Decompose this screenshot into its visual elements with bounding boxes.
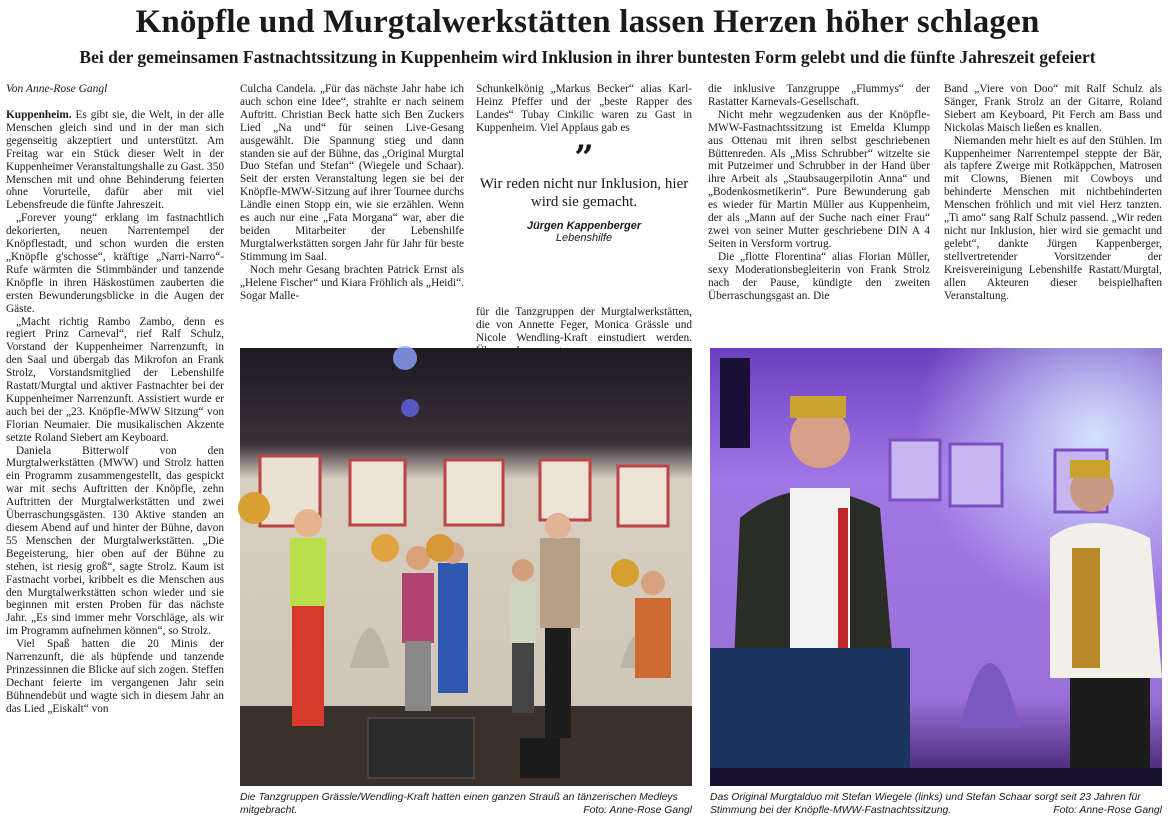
paragraph: Die „flotte Florentina“ alias Florian Müller, sexy Moderationsbegleiterin von Frank Strolz nach der Pause, kündigte den zweiten Überraschungsgast an. Die — [708, 250, 930, 302]
photo-murgtal-duo-image — [710, 348, 1162, 786]
paragraph: Viel Spaß hatten die 20 Minis der Narrenzunft, die als hüpfende und tanzende Prinzessinnen die Blicke auf sich zogen. Steffen Dechant feierte im vergangenen Jahr sein Bühnendebüt und wagte sich in diesem Jahr an das Lied „Eiskalt“ von — [6, 638, 224, 715]
quote-role: Lebenshilfe — [555, 232, 613, 244]
paragraph: Daniela Bitterwolf von den Murgtalwerkstätten (MWW) und Strolz hatten ein Programm zusammengestellt, das gespickt war mit sechs Auftritten der Knöpfle, zehn Auftritten der Murgtalwerkstätten und zwei Überraschungsgästen. 130 Aktive standen an diesem Abend auf und hinter der Bühne, davon 55 Menschen der Murgtalwerkstätten. „Die Begeisterung, hier oben auf der Bühne zu stehen, ist riesig groß“, sagte Strolz. Kaum ist Fastnacht vorbei, kribbelt es die Menschen aus den Murgtalwerkstätten schon wieder und sie beginnen mit ersten Proben für das nächste Jahr. „Es sind immer mehr Vorschläge, als wir im Programm aufnehmen können“, so Strolz. — [6, 444, 224, 638]
paragraph: Nicht mehr wegzudenken aus der Knöpfle-MWW-Fastnachtssitzung ist Emelda Klumpp aus Ottenau mit ihren selbst geschriebenen Büttenreden. Als „Miss Schrubber“ witzelte sie mit Putzeimer und Schrubber in der Hand über ihre Arbeit als „Staubsaugerpilotin Anna“ und „Bodenkosmetikerin“. Pure Bewunderung gab es wieder für Martin Müller aus Kuppenheim, der als „Mann auf der Suche nach einer Frau“ zwei von seiner Mutter geschriebene DIN A 4 Seiten in Versform vortrug. — [708, 108, 930, 250]
article-column-3-bottom — [476, 306, 692, 346]
paragraph: „Forever young“ erklang im fastnachtlich dekorierten, neuen Narrentempel der Knöpflestadt, und schon wurden die ersten „Knöpfle g'schosse“, kräftige „Narri-Narro“-Rufe wärmten die Stimmbänder und tanzende Knöpfle in ihren Häskostümen zauberten die ersten Bewunderungsblicke in die Augen der Gäste. — [6, 212, 224, 315]
paragraph: die inklusive Tanzgruppe „Flummys“ der Rastatter Karnevals-Gesellschaft. — [708, 83, 930, 108]
photo-dance-group-image — [240, 348, 692, 786]
headline: Knöpfle und Murgtalwerkstätten lassen Herzen höher schlagen — [135, 4, 1040, 40]
quote-mark-icon: ” — [574, 138, 594, 178]
paragraph: Niemanden mehr hielt es auf den Stühlen. Im Kuppenheimer Narrentempel steppte der Bär, als tapfere Zwerge mit Rotkäppchen, Matrosen mit Clowns, Bienen mit Cowboys und behinderte Menschen mit nichtbehinderten Menschen fröhlich und mit viel Herz tanzten. „Ti amo“ sang Ralf Schulz passend. „Wir reden nicht nur Inklusion, hier wird sie gemacht und gelebt“, dankte Jürgen Kappenberger, stellvertretender Vorsitzender der Kreisvereinigung Lebenshilfe Rastatt/Murgtal, allen Akteuren dieser beispielhaften Veranstaltung. — [944, 134, 1162, 302]
quote-text: Wir reden nicht nur Inklusion, hier wird sie gemacht. — [479, 176, 689, 210]
paragraph: Culcha Candela. „Für das nächste Jahr habe ich auch schon eine Idee“, strahlte er nach seinem Auftritt. Christian Beck hatte sich Ben Zuckers Lied „Na und“ für seinen Live-Gesang ausgewählt. Die Spannung stieg und dann standen sie auf der Bühne, das „Original Murgtal Duo Stefan und Stefan“ (Wiegele und Schaar). Seit der ersten Veranstaltung legen sie bei der Knöpfle-MWW-Sitzung auf ihrer Tournee durchs Ländle einen Stopp ein, wie sie erzählen. Wenn es auch nur eine „Fata Morgana“ war, aber die beiden Mitarbeiter der Lebenshilfe Murgtalwerkstätten sorgen Jahr für Jahr für beste Stimmung im Saal. — [240, 83, 464, 263]
subheadline: Bei der gemeinsamen Fastnachtssitzung in Kuppenheim wird Inklusion in ihrer buntesten Form gelebt und die fünfte Jahreszeit gefeiert — [79, 47, 1096, 67]
photo-dance-group-caption — [240, 792, 692, 817]
paragraph: „Macht richtig Rambo Zambo, denn es regiert Prinz Carneval“, rief Ralf Schulz, Vorstand der Kuppenheimer Narrenzunft, in den Saal und übergab das Mikrofon an Frank Strolz, Vorstandsmitglied der Lebenshilfe Rastatt/Murgtal und aktiver Fastnachter bei der Kuppenheimer Narrenzunft. Assistiert wurde er auch bei der „23. Knöpfle-MWW Sitzung“ von Florian Neumaier. Die musikalischen Akzente setzte Roland Siebert am Keyboard. — [6, 315, 224, 444]
photo-murgtal-duo-caption — [710, 792, 1162, 817]
photo-credit: Foto: Anne-Rose Gangl — [583, 804, 692, 816]
paragraph: Schunkelkönig „Markus Becker“ alias Karl-Heinz Pfeffer und der „beste Rapper des Landes“ Tubay Cinkilic waren zu Gast in Kuppenheim. Viel Applaus gab es — [476, 83, 692, 134]
photo-credit: Foto: Anne-Rose Gangl — [1053, 804, 1162, 816]
photo-dance-group — [240, 348, 692, 786]
article-column-1 — [6, 109, 224, 824]
article-column-2 — [240, 83, 464, 345]
paragraph — [6, 109, 224, 212]
pull-quote — [478, 138, 690, 244]
paragraph: Band „Viere von Doo“ mit Ralf Schulz als Sänger, Frank Strolz an der Gitarre, Roland Siebert am Keyboard, Pit Ferch am Bass und Nickolas Maisch ließen es knallen. — [944, 83, 1162, 134]
dateline: Kuppenheim. — [6, 109, 72, 121]
byline: Von Anne-Rose Gangl — [6, 83, 108, 95]
article-column-3-top — [476, 83, 692, 139]
caption-text: Das Original Murgtalduo mit Stefan Wiegele (links) und Stefan Schaar sorgt seit 23 Jahren für Stimmung bei der Knöpfle-MWW-Fastnachtssitzung. — [710, 792, 1141, 816]
paragraph: für die Tanzgruppen der Murgtalwerkstätten, die von Annette Feger, Monica Grässle und Nicole Wendling-Kraft einstudiert werden. — [476, 306, 692, 344]
paragraph: Noch mehr Gesang brachten Patrick Ernst als „Helene Fischer“ und Kiara Fröhlich als „Heidi“. Sogar Malle- — [240, 263, 464, 302]
article-column-4 — [708, 83, 930, 345]
paragraph-text: Es gibt sie, die Welt, in der alle Menschen gleich sind und in der man sich gegenseitig akzeptiert und unterstützt. Am Freitag war ein Stück dieser Welt in der Kuppenheimer Veranstaltungshalle zu Gast. 350 Menschen mit und ohne Behinderung feierten ohne Vorurteile, dafür aber mit viel Lebensfreude die fünfte Jahreszeit. — [6, 109, 224, 212]
photo-murgtal-duo — [710, 348, 1162, 786]
caption-text: Die Tanzgruppen Grässle/Wendling-Kraft hatten einen ganzen Strauß an tänzerischen Medleys mitgebracht. — [240, 792, 678, 816]
article-column-5 — [944, 83, 1162, 345]
quote-author: Jürgen Kappenberger — [526, 220, 642, 232]
